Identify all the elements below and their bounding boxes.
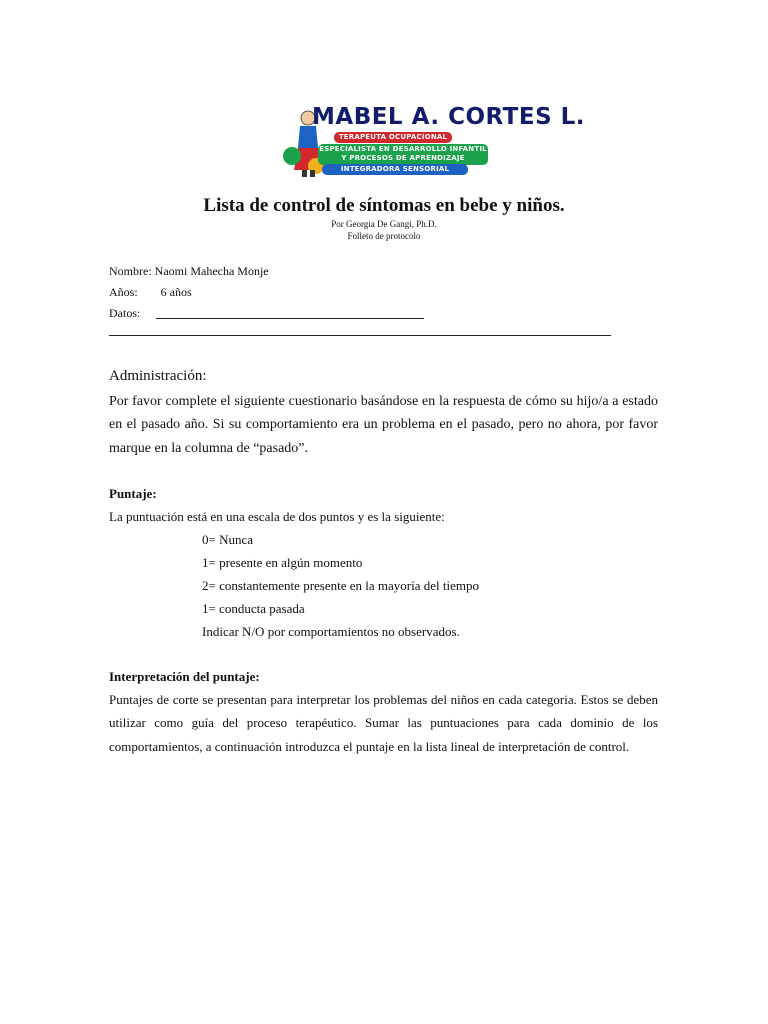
anos-row xyxy=(109,285,192,300)
administracion-text: Por favor complete el siguiente cuestionario basándose en la respuesta de cómo su hijo/a a estado en el pasado año. Si su comportamiento era un problema en el pasado, pero no ahora, por favor marque en la columna de “pasado”. xyxy=(109,394,658,456)
administracion-heading: Administración: xyxy=(109,368,207,384)
nombre-row xyxy=(109,264,269,279)
logo-band-especialista xyxy=(318,144,488,165)
datos-label: Datos: xyxy=(109,306,141,320)
nombre-label: Nombre: xyxy=(109,264,152,278)
logo-band-especialista-line2: Y PROCESOS DE APRENDIZAJE xyxy=(341,154,465,162)
score-item: 1= conducta pasada xyxy=(202,601,305,616)
score-item: 1= presente en algún momento xyxy=(202,555,363,570)
anos-value: 6 años xyxy=(160,285,192,299)
interpretacion-heading: Interpretación del puntaje: xyxy=(109,669,260,684)
anos-label: Años: xyxy=(109,285,138,299)
logo-band-terapeuta: TERAPEUTA OCUPACIONAL xyxy=(334,132,452,143)
score-item: 2= constantemente presente en la mayoría del tiempo xyxy=(202,578,479,593)
puntaje-intro: La puntuación está en una escala de dos puntos y es la siguiente: xyxy=(109,509,445,524)
puntaje-heading: Puntaje: xyxy=(109,486,157,501)
datos-row xyxy=(109,306,140,321)
nombre-value: Naomi Mahecha Monje xyxy=(154,264,269,278)
interpretacion-text: Puntajes de corte se presentan para interpretar los problemas del niños en cada categoria. Estos se deben utilizar como guía del proceso terapéutico. Sumar las puntuaciones para cada dominio de los comportamientos, a continuación introduzca el puntaje en la lista lineal de interpretación de control. xyxy=(109,692,658,754)
author-line: Por Georgia De Gangi, Ph.D. xyxy=(331,219,437,229)
datos-underline xyxy=(156,318,424,319)
logo xyxy=(276,104,586,180)
logo-band-integradora: INTEGRADORA SENSORIAL xyxy=(322,164,468,175)
protocol-subtitle: Folleto de protocolo xyxy=(347,231,421,241)
document-title: Lista de control de síntomas en bebe y niños. xyxy=(203,195,565,216)
score-item: Indicar N/O por comportamientos no observados. xyxy=(202,624,460,639)
logo-band-especialista-line1: ESPECIALISTA EN DESARROLLO INFANTIL xyxy=(319,145,487,153)
logo-name: MABEL A. CORTES L. xyxy=(312,104,586,130)
score-item: 0= Nunca xyxy=(202,532,254,547)
separator-line xyxy=(109,335,611,336)
